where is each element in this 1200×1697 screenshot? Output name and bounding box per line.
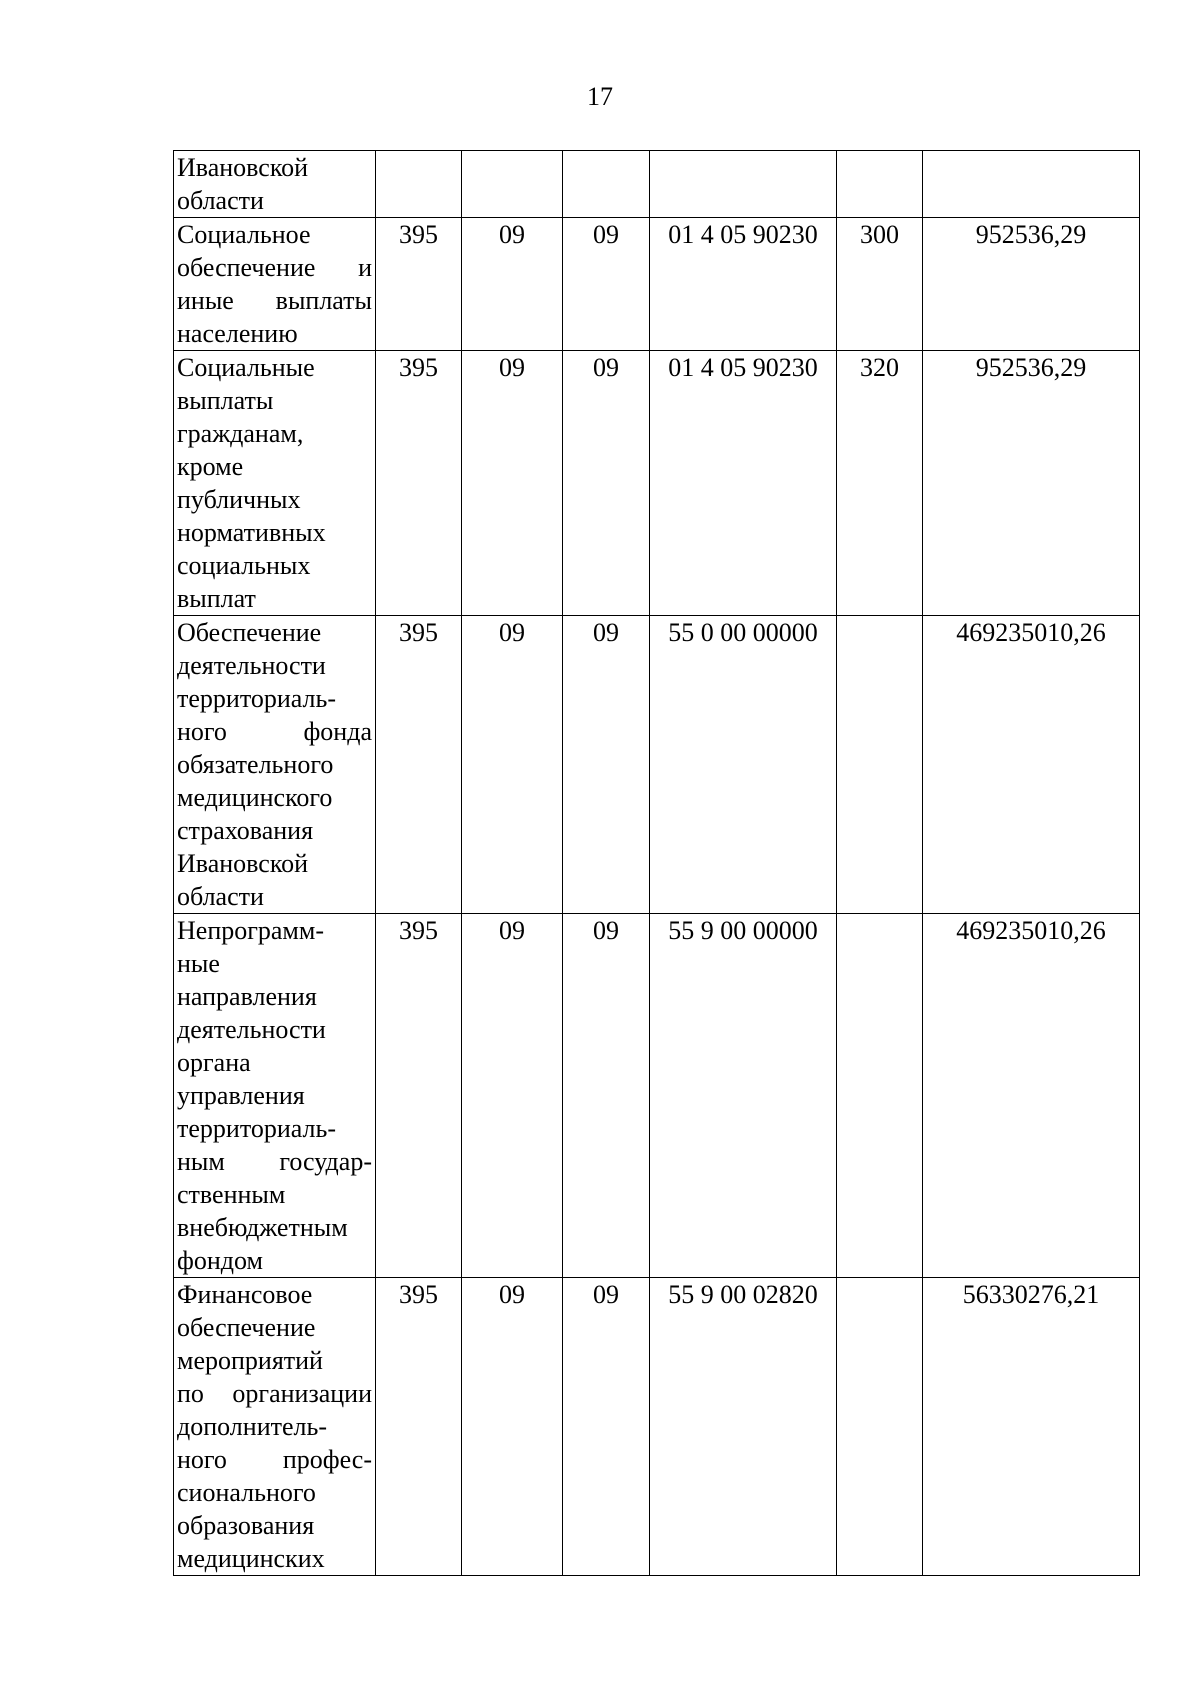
expense-name-line: по организации [177,1379,372,1408]
expense-name-line: образования [177,1511,315,1540]
expense-type-cell [837,914,923,1278]
expense-name-line: иные выплаты [177,286,372,315]
section-code-cell: 09 [462,351,563,616]
expense-name-line: Обеспечение [177,618,322,647]
expense-name-line: ного профес- [177,1445,372,1474]
amount-cell: 469235010,26 [923,616,1140,914]
admin-code-cell [376,151,462,218]
expense-name-cell [174,351,376,616]
admin-code-cell: 395 [376,218,462,351]
admin-code-cell: 395 [376,1278,462,1576]
expense-name-line: гражданам, [177,419,304,448]
amount-cell: 469235010,26 [923,914,1140,1278]
expense-name-line: обеспечение [177,1313,316,1342]
budget-table-body [174,151,1140,1576]
expense-name-line: нормативных [177,518,326,547]
amount-cell: 952536,29 [923,218,1140,351]
target-article-cell: 55 0 00 00000 [650,616,837,914]
expense-name-line: деятельности [177,651,326,680]
table-row [174,914,1140,1278]
subsection-code-cell: 09 [563,616,650,914]
table-row [174,151,1140,218]
subsection-code-cell: 09 [563,218,650,351]
amount-cell: 952536,29 [923,351,1140,616]
expense-name-line: мероприятий [177,1346,323,1375]
expense-name-line: публичных [177,485,301,514]
expense-name-cell [174,1278,376,1576]
subsection-code-cell: 09 [563,351,650,616]
expense-name-line: ные [177,949,220,978]
expense-name-line: области [177,882,264,911]
section-code-cell [462,151,563,218]
expense-name-line: Социальное [177,220,311,249]
admin-code-cell: 395 [376,616,462,914]
expense-name-line: фондом [177,1246,263,1275]
expense-name-line: выплат [177,584,256,613]
expense-name-line: деятельности [177,1015,326,1044]
section-code-cell: 09 [462,914,563,1278]
expense-name-line: страхования [177,816,314,845]
expense-name-line: Ивановской [177,849,309,878]
target-article-cell [650,151,837,218]
expense-name-cell [174,218,376,351]
expense-name-cell [174,151,376,218]
target-article-cell: 01 4 05 90230 [650,351,837,616]
expense-name-line: внебюджетным [177,1213,348,1242]
section-code-cell: 09 [462,218,563,351]
expense-name-cell [174,616,376,914]
expense-name-line: территориаль- [177,1114,337,1143]
expense-name-line: дополнитель- [177,1412,327,1441]
expense-name-line: Ивановской [177,153,309,182]
target-article-cell: 55 9 00 00000 [650,914,837,1278]
table-row [174,1278,1140,1576]
expense-type-cell: 320 [837,351,923,616]
expense-name-line: направления [177,982,317,1011]
amount-cell: 56330276,21 [923,1278,1140,1576]
expense-name-line: Финансовое [177,1280,313,1309]
table-row [174,351,1140,616]
expense-name-line: ственным [177,1180,286,1209]
expense-name-line: ного фонда [177,717,372,746]
expense-name-line: кроме [177,452,244,481]
expense-name-cell [174,914,376,1278]
subsection-code-cell [563,151,650,218]
expense-name-line: социальных [177,551,311,580]
table-row [174,616,1140,914]
budget-table [173,150,1140,1576]
expense-name-line: сионального [177,1478,316,1507]
page-number: 17 [587,82,613,111]
expense-type-cell [837,151,923,218]
expense-name-line: населению [177,319,298,348]
admin-code-cell: 395 [376,351,462,616]
expense-name-line: органа [177,1048,251,1077]
table-row [174,218,1140,351]
target-article-cell: 55 9 00 02820 [650,1278,837,1576]
expense-type-cell: 300 [837,218,923,351]
expense-name-line: медицинских [177,1544,325,1573]
target-article-cell: 01 4 05 90230 [650,218,837,351]
expense-name-line: территориаль- [177,684,337,713]
expense-name-line: ным государ- [177,1147,372,1176]
expense-name-line: медицинского [177,783,333,812]
expense-type-cell [837,1278,923,1576]
subsection-code-cell: 09 [563,914,650,1278]
amount-cell [923,151,1140,218]
expense-name-line: Социальные [177,353,315,382]
expense-name-line: управления [177,1081,305,1110]
admin-code-cell: 395 [376,914,462,1278]
expense-name-line: Непрограмм- [177,916,324,945]
section-code-cell: 09 [462,1278,563,1576]
expense-name-line: области [177,186,264,215]
subsection-code-cell: 09 [563,1278,650,1576]
expense-name-line: обязательного [177,750,334,779]
expense-name-line: выплаты [177,386,274,415]
section-code-cell: 09 [462,616,563,914]
expense-type-cell [837,616,923,914]
expense-name-line: обеспечение и [177,253,372,282]
